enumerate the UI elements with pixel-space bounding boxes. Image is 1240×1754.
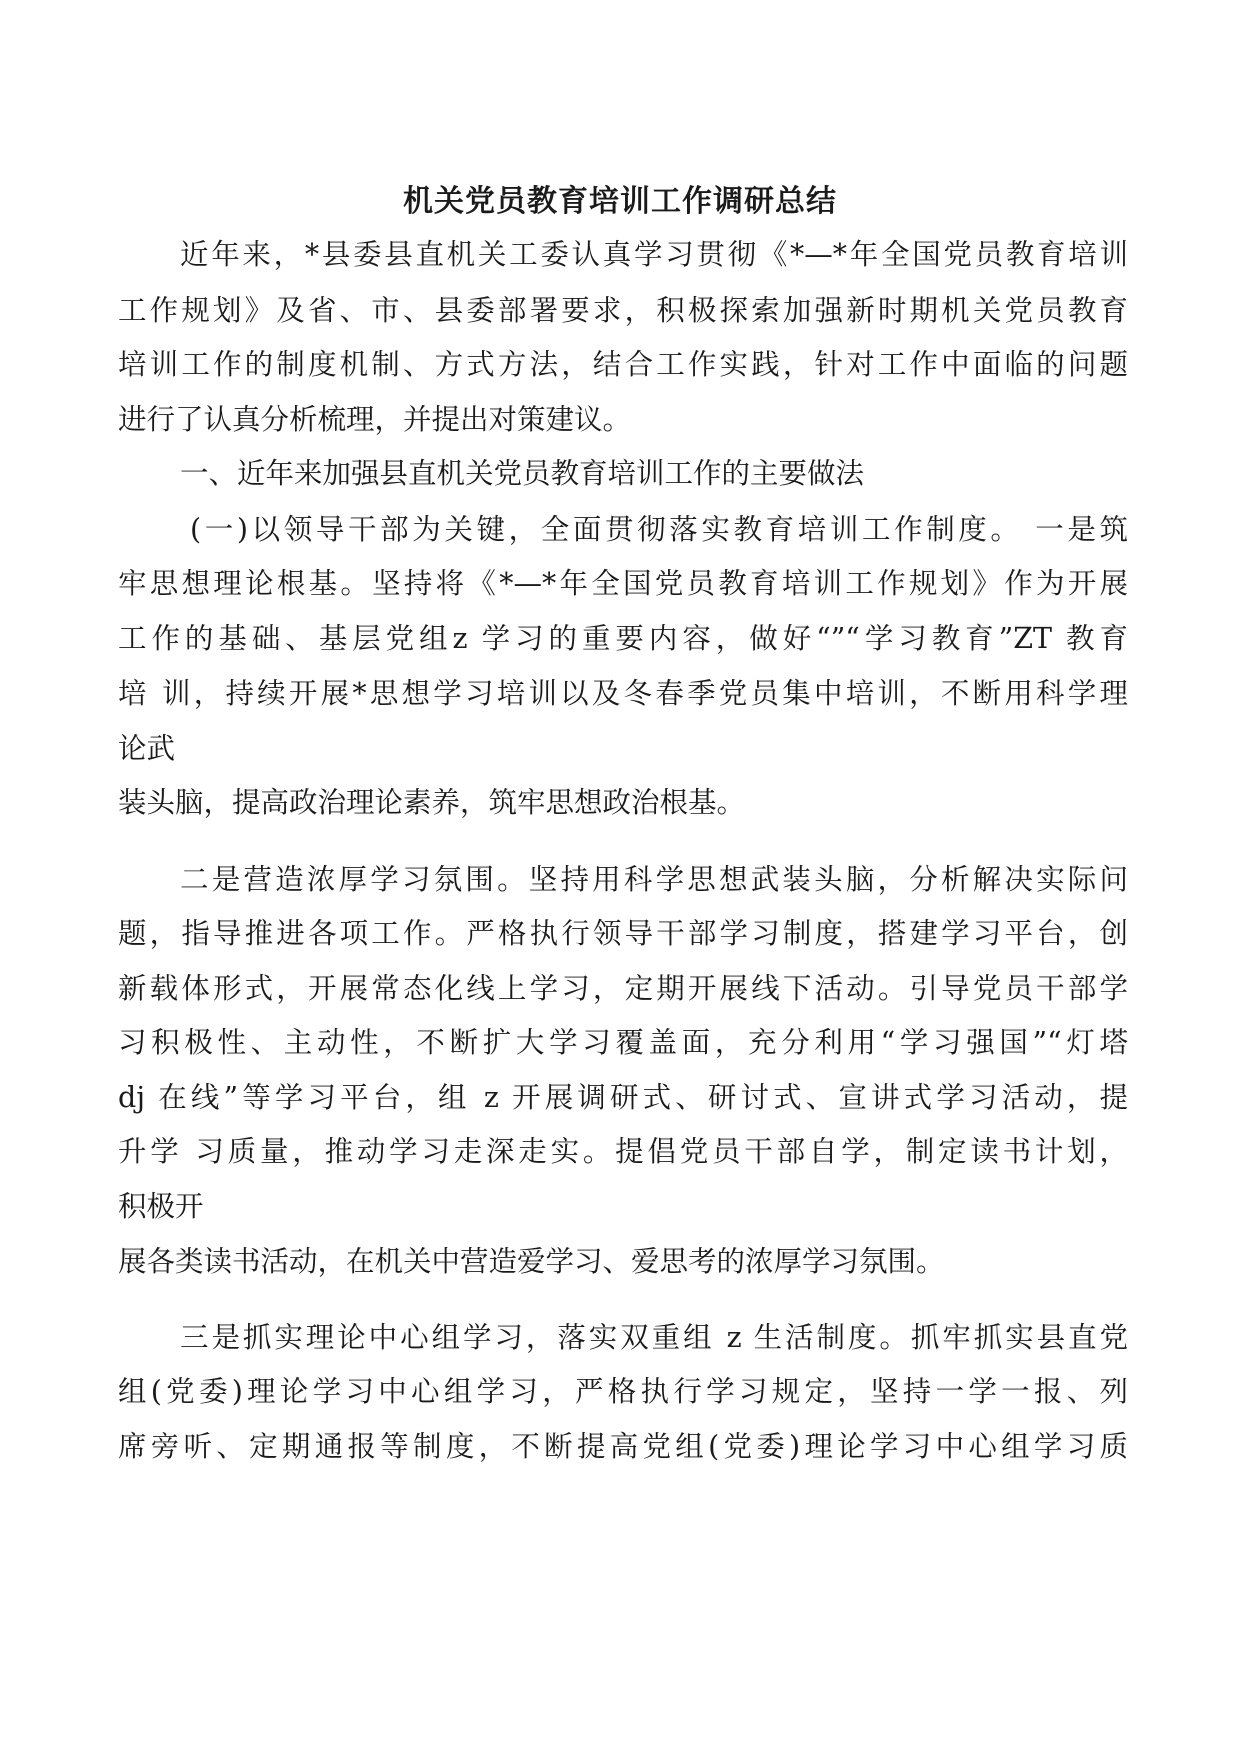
- paragraph-line: 近年来，*县委县直机关工委认真学习贯彻《*—*年全国党员教育培训: [180, 238, 1128, 271]
- paragraph-line: 三是抓实理论中心组学习，落实双重组 z 生活制度。抓牢抓实县直党: [180, 1321, 1128, 1354]
- paragraph-line: 组(党委)理论学习中心组学习，严格执行学习规定，坚持一学一报、列: [118, 1375, 1128, 1408]
- paragraph-line: 习积极性、主动性，不断扩大学习覆盖面，充分利用“学习强国”“灯塔: [118, 1026, 1128, 1059]
- paragraph-line: 培 训，持续开展*思想学习培训以及冬春季党员集中培训，不断用科学理: [118, 677, 1128, 710]
- paragraph-line: 二是营造浓厚学习氛围。坚持用科学思想武装头脑，分析解决实际问: [180, 863, 1128, 896]
- section-heading: 一、近年来加强县直机关党员教育培训工作的主要做法: [180, 457, 865, 490]
- paragraph-line: dj 在线”等学习平台，组 z 开展调研式、研讨式、宣讲式学习活动，提: [118, 1081, 1128, 1114]
- paragraph-line: 装头脑，提高政治理论素养，筑牢思想政治根基。: [118, 786, 746, 819]
- paragraph-line: 积极开: [118, 1190, 204, 1223]
- paragraph-line: 进行了认真分析梳理，并提出对策建议。: [118, 403, 632, 436]
- paragraph-line: (一)以领导干部为关键，全面贯彻落实教育培训工作制度。 一是筑: [190, 513, 1128, 546]
- paragraph-line: 展各类读书活动，在机关中营造爱学习、爱思考的浓厚学习氛围。: [118, 1245, 945, 1278]
- paragraph-line: 题，指导推进各项工作。严格执行领导干部学习制度，搭建学习平台，创: [118, 917, 1128, 950]
- paragraph-line: 牢思想理论根基。坚持将《*—*年全国党员教育培训工作规划》作为开展: [118, 567, 1128, 600]
- paragraph-line: 工作的基础、基层党组z 学习的重要内容，做好“”“学习教育”ZT 教育: [118, 622, 1128, 655]
- paragraph-line: 工作规划》及省、市、县委部署要求，积极探索加强新时期机关党员教育: [118, 294, 1128, 327]
- paragraph-line: 培训工作的制度机制、方式方法，结合工作实践，针对工作中面临的问题: [118, 348, 1128, 381]
- paragraph-line: 席旁听、定期通报等制度，不断提高党组(党委)理论学习中心组学习质: [118, 1430, 1128, 1463]
- paragraph-line: 升学 习质量，推动学习走深走实。提倡党员干部自学，制定读书计划，: [118, 1135, 1128, 1168]
- paragraph-line: 论武: [118, 732, 176, 765]
- paragraph-line: 新载体形式，开展常态化线上学习，定期开展线下活动。引导党员干部学: [118, 972, 1128, 1005]
- document-title: 机关党员教育培训工作调研总结: [403, 184, 837, 219]
